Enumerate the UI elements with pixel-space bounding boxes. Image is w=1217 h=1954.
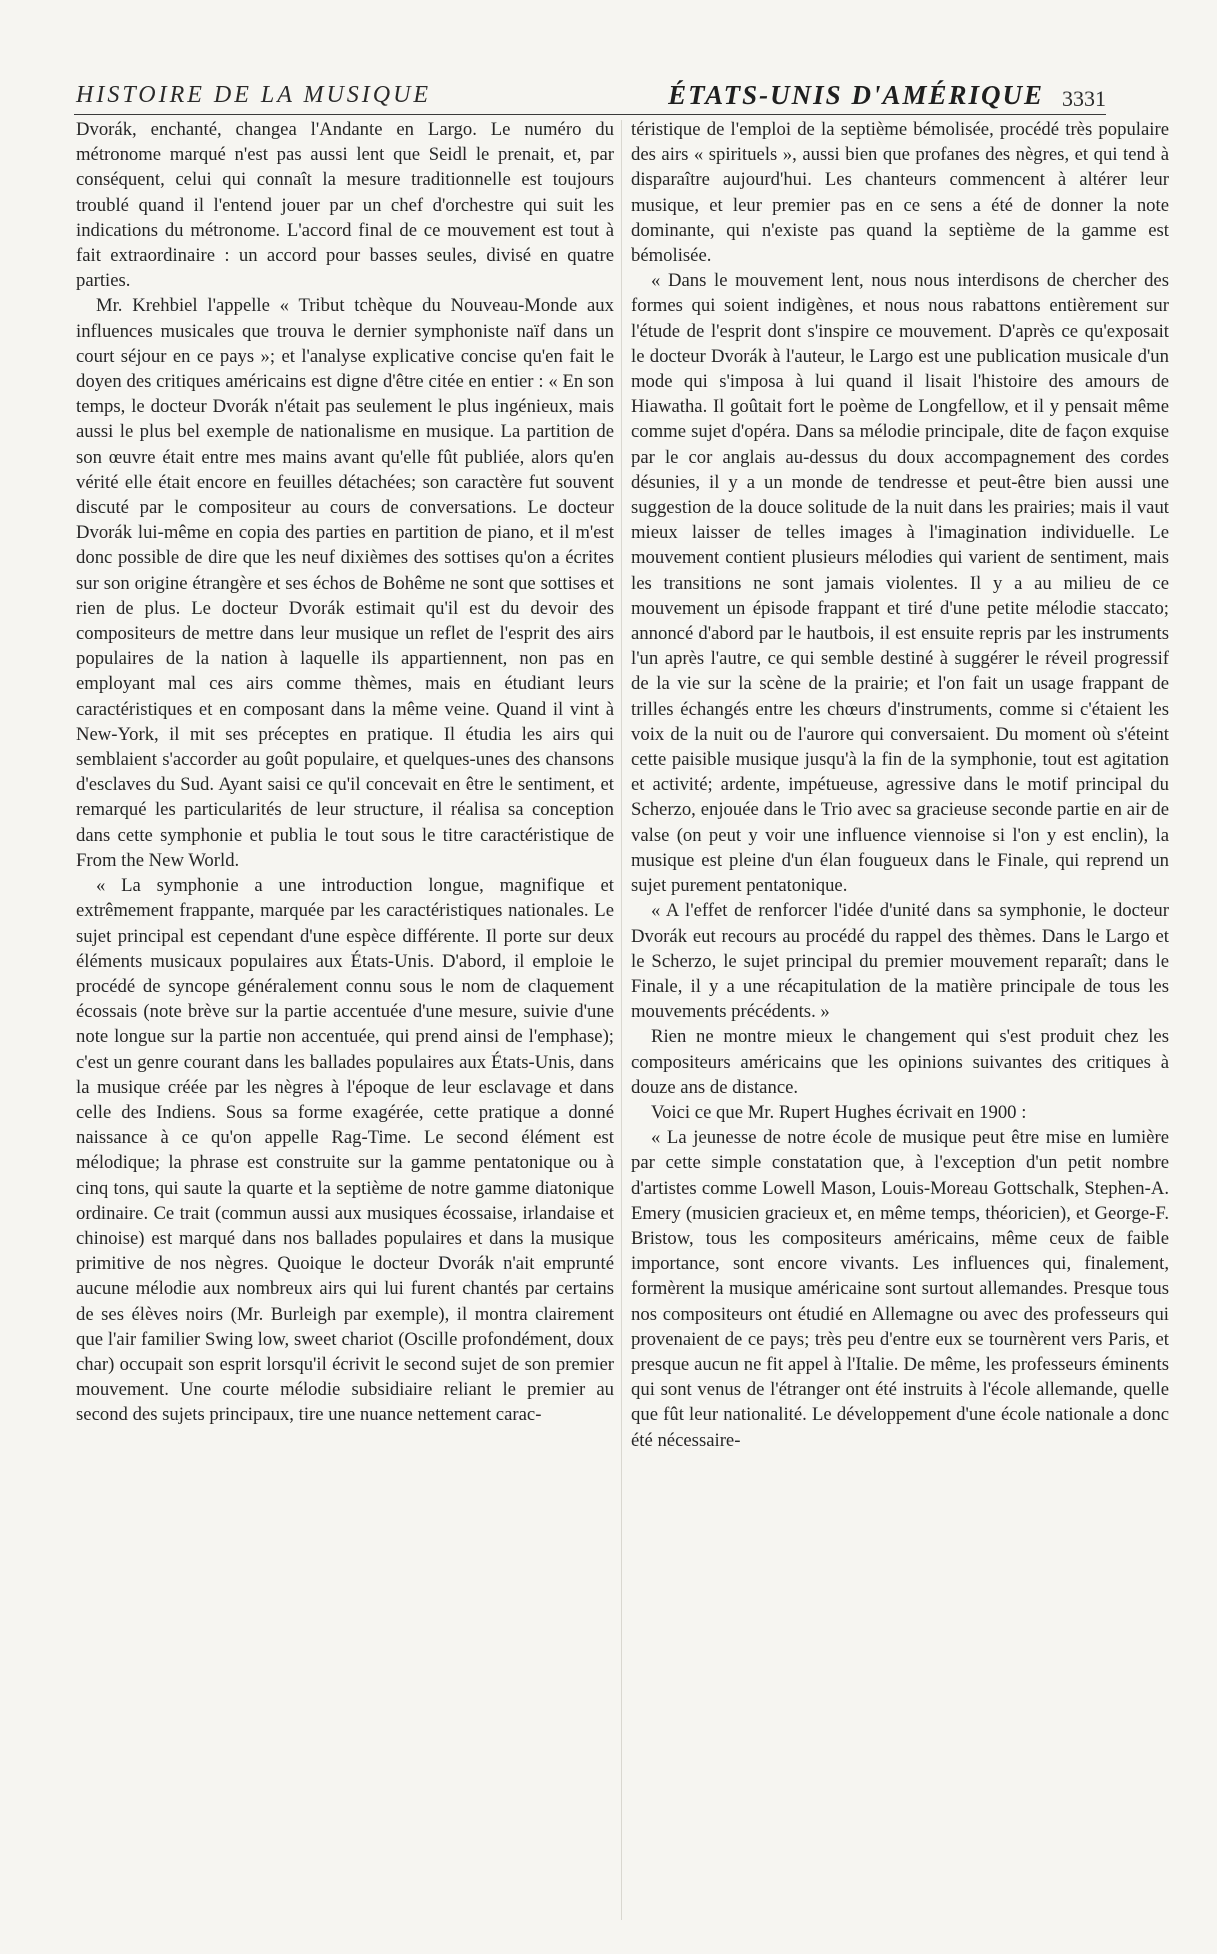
paragraph: « La symphonie a une introduction longue, magnifique et extrêmement frappante, marquée par les caractéristiques nationales. Le sujet principal est cependant d'une espèce différente. Il porte sur deux éléments musicaux populaires aux États-Unis. D'abord, il emploie le procédé de syncope généralement connu sous le nom de claquement écossais (note brève sur la partie accentuée d'une mesure, suivie d'une note longue sur la partie non accentuée, qui prend ainsi de l'emphase); c'est un genre courant dans les ballades populaires aux États-Unis, dans la musique créée par les nègres à l'époque de leur esclavage et dans celle des Indiens. Sous sa forme exagérée, cette pratique a donné naissance à ce qu'on appelle Rag-Time. Le second élément est mélodique; la phrase est construite sur la gamme pentatonique ou à cinq tons, qui saute la quarte et la septième de notre gamme diatonique ordinaire. Ce trait (commun aussi aux musiques écossaise, irlandaise et chinoise) est marqué dans nos ballades populaires et dans la musique primitive de nos nègres. Quoique le docteur Dvorák n'ait emprunté aucune mélodie aux nombreux airs qui lui furent chantés par certains de ses élèves noirs (Mr. Burleigh par exemple), il montra clairement que l'air familier Swing low, sweet chariot (Oscille profondément, doux char) occupait son esprit lorsqu'il écrivit le second sujet de son premier mouvement. Une courte mélodie subsidiaire reliant le premier au second des sujets principaux, tire une nuance nettement carac- [76, 875, 614, 1426]
paragraph: « A l'effet de renforcer l'idée d'unité dans sa symphonie, le docteur Dvorák eut recours au procédé du rappel des thèmes. Dans le Largo et le Scherzo, le sujet principal du premier mouvement reparaît; dans le Finale, il y a une récapitulation de la matière principale de tous les mouvements précédents. » [631, 900, 1169, 1023]
paragraph: Mr. Krehbiel l'appelle « Tribut tchèque du Nouveau-Monde aux influences musicales que trouva le dernier symphoniste naïf dans un court séjour en ce pays »; et l'analyse explicative concise qu'en fait le doyen des critiques américains est digne d'être citée en entier : « En son temps, le docteur Dvorák n'était pas seulement le plus ingénieux, mais aussi le plus bel exemple de nationalisme en musique. La partition de son œuvre était entre mes mains avant qu'elle fût publiée, alors qu'en vérité elle était encore en feuilles détachées; son caractère fut souvent discuté par le compositeur au cours de conversations. Le docteur Dvorák lui-même en copia des parties en partition de piano, et il m'est donc possible de dire que les neuf dixièmes des sottises qu'on a écrites sur son origine étrangère et ses échos de Bohême ne sont que sottises et rien de plus. Le docteur Dvorák estimait qu'il est du devoir des compositeurs de mettre dans leur musique un reflet de l'esprit des airs populaires de la nation à laquelle ils appartiennent, non pas en employant mal ces airs comme thèmes, mais en étudiant leurs caractéristiques et en composant dans la même veine. Quand il vint à New-York, il mit ses préceptes en pratique. Il étudia les airs qui semblaient s'accorder au goût populaire, et quelques-unes des chansons d'esclaves du Sud. Ayant saisi ce qu'il concevait en être le sentiment, et remarqué les particularités de leur structure, il réalisa sa conception dans cette symphonie et publia le tout sous le titre caractéristique de From the New World. [76, 295, 614, 871]
header-book-title: HISTOIRE DE LA MUSIQUE [76, 82, 432, 108]
running-header [74, 80, 1106, 115]
column-gutter [621, 120, 622, 1920]
paragraph: « La jeunesse de notre école de musique peut être mise en lumière par cette simple constatation que, à l'exception d'un petit nombre d'artistes comme Lowell Mason, Louis-Moreau Gottschalk, Stephen-A. Emery (musicien gracieux et, en même temps, théoricien), et George-F. Bristow, tous les compositeurs américains, même ceux de faible importance, sont encore vivants. Les influences qui, finalement, formèrent la musique américaine sont surtout allemandes. Presque tous nos compositeurs ont étudié en Allemagne ou avec des professeurs qui provenaient de ce pays; très peu d'entre eux se tournèrent vers Paris, et presque aucun ne fit appel à l'Italie. De même, les professeurs éminents qui sont venus de l'étranger ont été instruits à l'école allemande, quelle que fût leur nationalité. Le développement d'une école nationale a donc été nécessaire- [631, 1127, 1169, 1451]
left-text-column [76, 117, 614, 1932]
header-chapter-title: ÉTATS-UNIS D'AMÉRIQUE [668, 80, 1044, 110]
paragraph: « Dans le mouvement lent, nous nous interdisons de chercher des formes qui soient indigènes, et nous nous rabattons entièrement sur l'étude de l'esprit dont s'inspire ce mouvement. D'après ce qu'exposait le docteur Dvorák à l'auteur, le Largo est une publication musicale d'un mode qui s'imposa à lui quand il lisait l'histoire des amours de Hiawatha. Il goûtait fort le poème de Longfellow, et il y pensait même comme sujet d'opéra. Dans sa mélodie principale, dite de façon exquise par le cor anglais au-dessus du doux accompagnement des cordes désunies, il y a un monde de tendresse et peut-être bien aussi une suggestion de la douce solitude de la nuit dans les prairies; mais il vaut mieux laisser de telles images à l'imagination individuelle. Le mouvement contient plusieurs mélodies qui varient de sentiment, mais les transitions ne sont jamais violentes. Il y a au milieu de ce mouvement un épisode frappant et tiré d'une petite mélodie staccato; annoncé d'abord par le hautbois, il est ensuite repris par les instruments l'un après l'autre, ce qui semble destiné à suggérer le réveil progressif de la vie sur la scène de la prairie; et l'on fait un usage frappant de trilles échangés entre les chœurs d'instruments, comme si c'étaient les voix de la nuit ou de l'aurore qui conversaient. Du moment où s'éteint cette paisible musique jusqu'à la fin de la symphonie, tout est agitation et activité; ardente, impétueuse, agressive dans le motif principal du Scherzo, enjouée dans le Trio avec sa gracieuse seconde partie en air de valse (on peut y voir une influence viennoise si l'on y est enclin), la musique est pleine d'un élan fougueux dans le Finale, qui reprend un sujet purement pentatonique. [631, 270, 1169, 897]
paragraph: Rien ne montre mieux le changement qui s'est produit chez les compositeurs américains que les opinions suivantes des critiques à douze ans de distance. [631, 1026, 1169, 1098]
right-text-column [631, 117, 1169, 1932]
paragraph: téristique de l'emploi de la septième bémolisée, procédé très populaire des airs « spirituels », aussi bien que profanes des nègres, et qui tend à disparaître aujourd'hui. Les chanteurs commencent à altérer leur musique, et leur premier pas en ce sens a été de donner la note dominante, qui n'existe pas quand la septième de la gamme est bémolisée. [631, 119, 1169, 267]
page-number: 3331 [1062, 86, 1106, 111]
paragraph: Dvorák, enchanté, changea l'Andante en Largo. Le numéro du métronome marqué n'est pas aussi lent que Seidl le prenait, et, par conséquent, celui qui connaît la mesure traditionnelle est toujours troublé quand il l'entend jouer par un chef d'orchestre qui suit les indications du métronome. L'accord final de ce mouvement est tout à fait extraordinaire : un accord pour basses seules, divisé en quatre parties. [76, 119, 614, 292]
paragraph: Voici ce que Mr. Rupert Hughes écrivait en 1900 : [651, 1101, 1027, 1123]
